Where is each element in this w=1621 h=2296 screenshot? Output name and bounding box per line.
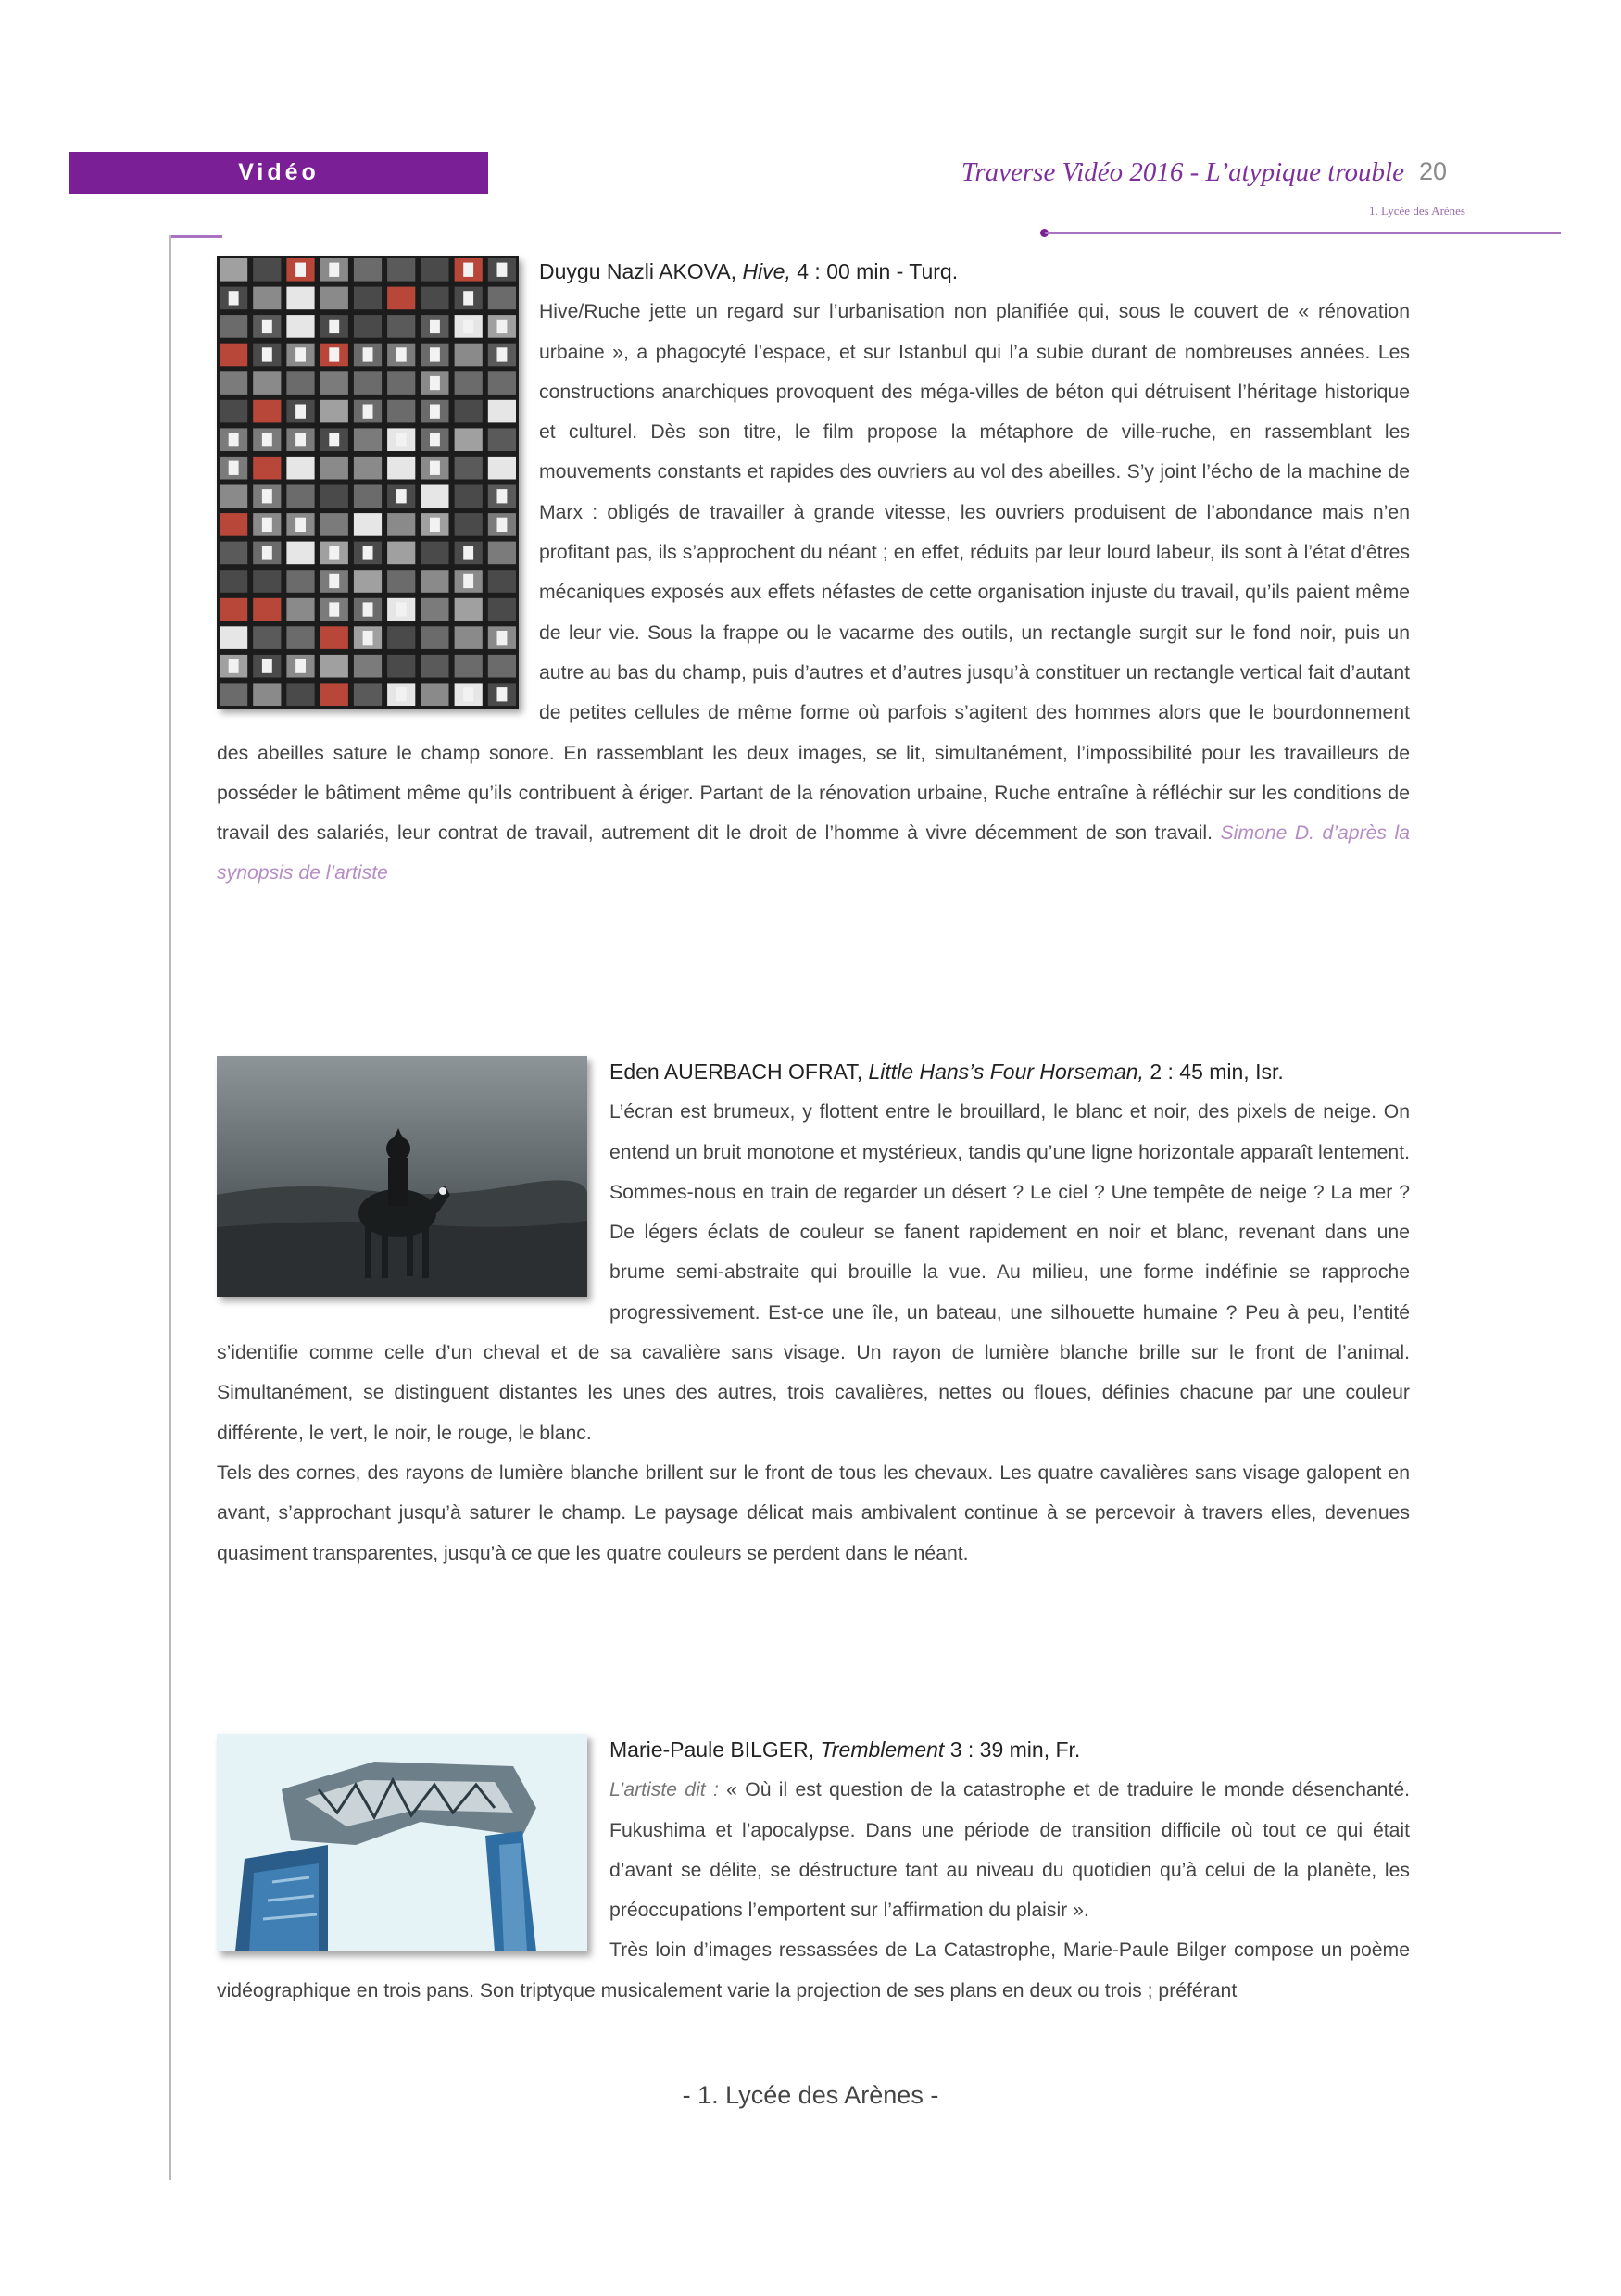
hive-cell-window [363,405,373,419]
hive-cell [421,626,448,649]
hive-cell [220,598,247,621]
film-title: Hive, [742,259,791,283]
credit-line: Simone D. d’après la synopsis de l’artiste [217,822,1411,885]
hive-cell [220,315,247,338]
hive-cell-window [430,347,440,361]
quote-lead: L’artiste dit : [609,1779,719,1801]
hive-cell-window [229,659,239,673]
hive-cell [421,570,448,593]
tremblement-graphic [217,1734,587,1951]
hive-cell-window [262,320,272,333]
hive-cell-window [396,347,407,361]
hive-cell [286,287,314,310]
hive-cell-window [396,602,407,616]
hive-cell [220,542,247,565]
hive-grid-graphic [217,256,519,709]
hive-cell [455,598,483,621]
hive-cell [220,371,247,395]
hive-cell [455,371,483,395]
hive-cell [387,626,415,649]
hive-cell [253,457,281,480]
hive-cell [354,315,382,338]
hive-cell [320,287,348,310]
hive-cell-window [497,518,508,532]
hive-cell [286,542,314,565]
hive-cell [488,542,516,565]
hive-cell-window [497,263,508,277]
hive-cell [320,400,348,423]
hive-cell [320,485,348,508]
running-title: Traverse Vidéo 2016 - L’atypique trouble [961,157,1404,187]
hive-cell [286,315,314,338]
hive-cell [387,542,415,565]
hive-cell-window [229,461,239,475]
article-little-hans [217,1052,1410,1574]
tremblement-still-image [217,1734,587,1951]
paragraph-text: « Où il est question de la catastrophe et de traduire le monde désenchanté. Fukushima et l’apocalypse. Dans une période de transition difficile où tout ce qui était d’avant se délite, se déstructure tant au niveau du quotidien qu’à celui de la planète, les préoccupations l’emportent sur l’affirmation du plaisir ». [609,1779,1411,1922]
hive-cell [286,626,314,649]
margin-rule-vertical [169,235,171,2180]
hive-cell [455,457,483,480]
hive-cell-window [329,602,339,616]
hive-cell [286,570,314,593]
artist-name: Marie-Paule BILGER, [609,1738,815,1762]
hive-cell [387,287,415,310]
hive-cell [354,457,382,480]
hive-cell [488,287,516,310]
hive-cell-window [497,347,508,361]
hive-cell [387,655,415,678]
hive-cell-window [262,659,272,673]
hive-cell [387,315,415,338]
hive-cell-window [363,631,373,645]
hive-cell [387,570,415,593]
hive-cell [253,626,281,649]
film-meta: 4 : 00 min - Turq. [797,259,959,283]
hive-cell-window [262,433,272,446]
body-paragraph: L’écran est brumeux, y flottent entre le brouillard, le blanc et noir, des pixels de neige. On entend un bruit monotone et mystérieux, tandis qu’une ligne horizontale apparaît lentement. Sommes-nous en train de regarder un désert ? Le ciel ? Une tempête de neige ? La mer ? De légers éclats de couleur se fanent rapidement en noir et blanc, revenant dans une brume semi-abstraite qui brouille la vue. Au milieu, une forme indéfinie se rapproche progressivement. Est-ce une île, un bateau, une silhouette humaine ? Peu à peu, l’entité s’identifie comme celle d’un cheval et de sa cavalière sans visage. Un rayon de lumière blanche brille sur le front de l’animal. Simultanément, se distinguent distantes les unes des autres, trois cavalières, nettes ou floues, définies chacune par une couleur différente, le vert, le noir, le rouge, le blanc. [217,1101,1410,1444]
hive-cell [253,287,281,310]
hive-cell [220,570,247,593]
hive-cell-window [262,518,272,532]
hive-cell [220,344,247,367]
hive-cell-window [396,489,407,503]
hive-cell [488,371,516,395]
hive-cell-window [497,489,508,503]
hive-cell [455,400,483,423]
hive-cell [253,371,281,395]
hive-cell [354,428,382,451]
hive-cell-window [295,405,306,419]
horse-still-image [217,1056,587,1297]
hive-cell [320,655,348,678]
hive-cell-window [430,376,440,390]
body-paragraph: Très loin d’images ressassées de La Catastrophe, Marie-Paule Bilger compose un poème vidéographique en trois pans. Son triptyque musicalement varie la projection de ses plans en deux ou trois ; préférant [217,1939,1410,2001]
hive-cell-window [329,546,339,559]
hive-cell-window [430,461,440,475]
hive-cell [354,485,382,508]
hive-cell [320,457,348,480]
hive-cell-window [463,687,473,701]
hive-cell-window [497,320,508,333]
article-hive [217,252,1410,894]
hive-cell-window [295,347,306,361]
hive-cell [286,457,314,480]
hive-cell-window [463,546,473,559]
hive-cell-window [295,433,306,446]
hive-cell-window [396,433,407,446]
hive-cell-window [396,687,407,701]
hive-cell-window [430,405,440,419]
film-meta: 2 : 45 min, Isr. [1150,1060,1284,1084]
hive-cell [220,485,247,508]
hive-cell [455,344,483,367]
hive-cell [455,655,483,678]
hive-cell [387,371,415,395]
hive-cell [320,626,348,649]
hive-cell [421,258,448,282]
hive-cell-window [329,263,339,277]
hive-cell [220,626,247,649]
hive-cell [455,428,483,451]
hive-cell [354,655,382,678]
artist-name: Eden AUERBACH OFRAT, [609,1060,863,1084]
hive-cell [320,683,348,706]
hive-cell-window [463,320,473,333]
hive-cell-window [363,602,373,616]
hive-cell [286,683,314,706]
hive-cell [286,371,314,395]
section-label: Vidéo [238,159,320,185]
body-paragraph: Tels des cornes, des rayons de lumière blanche brillent sur le front de tous les chevaux. Les quatre cavalières sans visage galopent en avant, s’approchant jusqu’à saturer le champ. Le paysage délicat mais ambivalent continue à se percevoir à travers elles, devenues quasiment transparentes, jusqu’à ce que les quatre couleurs se perdent dans le néant. [217,1462,1410,1564]
hive-cell [253,598,281,621]
hive-cell-window [295,659,306,673]
hive-cell-window [229,433,239,446]
hive-cell [286,485,314,508]
hive-cell-window [295,263,306,277]
hive-cell [488,655,516,678]
hive-cell-window [329,433,339,446]
hive-cell-window [262,489,272,503]
hive-cell-window [430,518,440,532]
margin-rule-top [169,235,222,238]
film-title: Tremblement [820,1738,945,1762]
hive-cell [421,542,448,565]
running-subtitle: 1. Lycée des Arènes [1369,204,1465,218]
hive-cell-window [497,631,508,645]
article-tremblement [217,1730,1410,2011]
section-tab [69,152,488,194]
hive-cell [354,513,382,536]
hive-cell [253,400,281,423]
hive-cell [488,570,516,593]
hive-cell-window [262,347,272,361]
artist-name: Duygu Nazli AKOVA, [539,259,737,283]
hive-cell [220,400,247,423]
hive-cell [354,258,382,282]
hive-cell-window [430,433,440,446]
horse-rider-graphic [217,1056,587,1297]
hive-cell-window [463,574,473,588]
hive-cell [387,513,415,536]
hive-cell [220,513,247,536]
hive-cell-window [295,518,306,532]
page-number: 20 [1419,157,1448,185]
hive-cell [320,513,348,536]
hive-cell [421,683,448,706]
hive-still-image [217,256,519,709]
hive-cell [421,287,448,310]
hive-cell [253,570,281,593]
hive-cell-window [363,347,373,361]
hive-cell [253,258,281,282]
page-footer: - 1. Lycée des Arènes - [682,2081,939,2109]
hive-cell [387,258,415,282]
hive-cell [354,287,382,310]
hive-cell-window [329,347,339,361]
hive-cell [387,457,415,480]
hive-cell [488,400,516,423]
hive-cell-window [430,320,440,333]
hive-cell-window [229,291,239,305]
hive-cell [354,570,382,593]
hive-cell [488,598,516,621]
film-meta: 3 : 39 min, Fr. [949,1738,1081,1762]
hive-cell [220,683,247,706]
hive-cell-window [463,263,473,277]
hive-cell-window [262,546,272,559]
hive-cell-window [329,574,339,588]
hive-cell [286,598,314,621]
hive-cell [354,371,382,395]
hive-cell [455,513,483,536]
hive-cell [320,371,348,395]
hive-cell [387,400,415,423]
hive-cell [488,428,516,451]
hive-cell [253,683,281,706]
hive-cell [455,485,483,508]
hive-cell [421,485,448,508]
hive-cell-window [329,320,339,333]
film-title: Little Hans’s Four Horseman, [868,1060,1144,1084]
hive-cell [421,598,448,621]
hive-cell [220,258,247,282]
header-rule [1045,232,1561,234]
hive-cell-window [363,546,373,559]
hive-cell [421,655,448,678]
hive-cell [455,626,483,649]
paragraph-text: Hive/Ruche jette un regard sur l’urbanisation non planifiée qui, sous le couvert de « rénovation urbaine », a phagocyté l’espace, et sur Istanbul qui l’a subie durant de nombreuses années. Les constructions anarchiques provoquent des méga-villes de béton qui détruisent l’héritage historique et culturel. Dès son titre, le film propose la métaphore de ville-ruche, en rassemblant les mouvements constants et rapides des ouvriers au vol des abeilles. S’y joint l’écho de la machine de Marx : obligés de travailler à grande vitesse, les ouvriers produisent de l’abondance mais n’en profitant pas, ils s’approchent du néant ; en effet, réduits par leur lourd labeur, ils sont à l’état d’êtres mécaniques exposés aux effets néfastes de cette organisation injuste du travail, qu’ils paient même de leur vie. Sous la frappe ou le vacarme des outils, un rectangle surgit sur le fond noir, puis un autre au bas du champ, puis d’autres et d’autres jusqu’à constituer un rectangle vertical fait d’autant de petites cellules de même forme où parfois s’agitent des hommes alors que le bourdonnement des abeilles sature le champ sonore. En rassemblant les deux images, se lit, simultanément, l’impossibilité pour les travailleurs de posséder le bâtiment même qu’ils contribuent à ériger. Partant de la rénovation urbaine, Ruche entraîne à réfléchir sur les conditions de travail des salariés, leur contrat de travail, autrement dit le droit de l’homme à vivre décemment de son travail. [217,301,1410,845]
hive-cell [354,683,382,706]
hive-cell-window [463,291,473,305]
hive-cell [488,457,516,480]
hive-cell-window [497,687,508,701]
